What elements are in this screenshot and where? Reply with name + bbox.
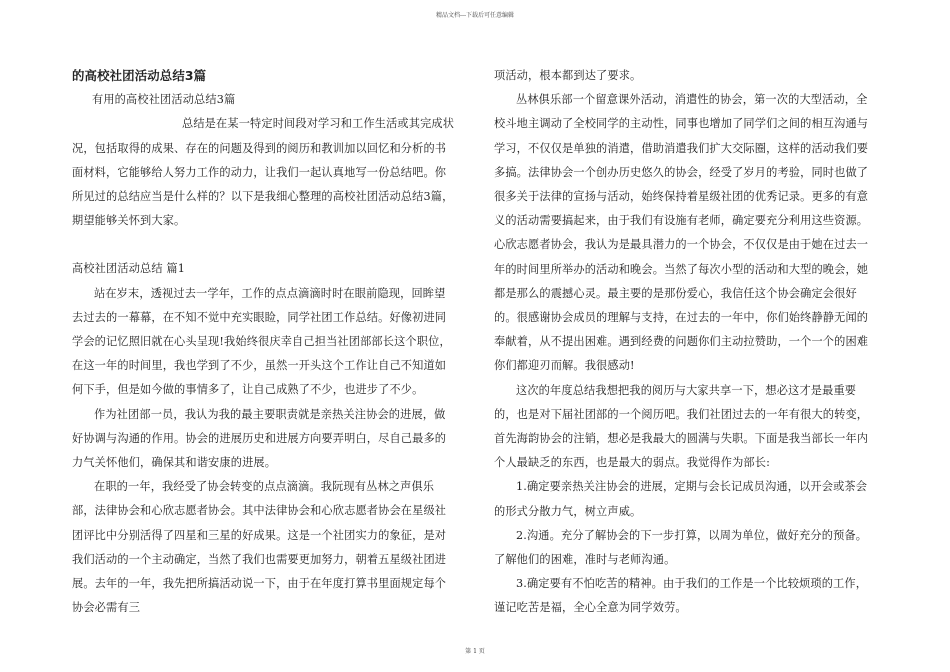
paragraph: 作为社团部一员，我认为我的最主要职责就是亲热关注协会的进展，做好协调与沟通的作用。协会的进展历史和进展方向要弄明白，尽自己最多的力气关怀他们，确保其和谐安康的进展。 <box>72 407 447 470</box>
subtitle: 有用的高校社团活动总结3篇 <box>92 93 236 107</box>
paragraph: 项活动，根本都到达了要求。 <box>494 69 642 82</box>
paragraph: 丛林俱乐部一个留意课外活动，消遣性的协会，第一次的大型活动，全校斗地主调动了全校同学的主动性，同事也增加了同学们之间的相互沟通与学习，不仅仅是单独的消遣，借助消遣我们扩大交际圈，这样的活动我们要多搞。法律协会一个创办历史悠久的协会，经受了岁月的考验，同时也做了很多关于法律的宣扬与活动，始终保持着星级社团的优秀记录。更多的有意义的活动需要搞起来，由于我们有设施有老师，确定要充分利用这些资源。心欣志愿者协会，我认为是最具潜力的一个协会，不仅仅是由于她在过去一年的时间里所举办的活动和晚会。当然了每次小型的活动和大型的晚会，她都是那么的震撼心灵。最主要的是那份爱心，我信任这个协会确定会很好的。很感谢协会成员的理解与支持，在过去的一年中，你们始终静静无闻的奉献着，从不提出困难。遇到经费的问题你们主动拉赞助，一个一个的困难你们都迎刃而解。我很感动! <box>494 93 869 373</box>
list-item: 2.沟通。充分了解协会的下一步打算，以周为单位，做好充分的预备。了解他们的困难，准时与老师沟通。 <box>494 528 868 567</box>
paragraph: 站在岁末，透视过去一学年，工作的点点滴滴时时在眼前隐现，回眸望去过去的一幕幕，在不知不觉中充实眼睑，同学社团工作总结。好像初进同学会的记忆照旧就在心头呈现!我始终很庆幸自己担当社团部部长这个职位，在这一年的时间里，我也学到了不少，虽然一开头这个工作让自己不知道如何下手，但是如今做的事情多了，让自己成熟了不少，也进步了不少。 <box>72 286 451 397</box>
list-item: 1.确定要亲热关注协会的进展，定期与会长记成员沟通，以开会或茶会的形式分散力气，树立声威。 <box>494 480 868 518</box>
paragraph: 在职的一年，我经受了协会转变的点点滴滴。我阮现有丛林之声俱乐部，法律协会和心欣志愿者协会。其中法律协会和心欣志愿者协会在星级社团评比中分别活得了四星和三星的好成果。这是一个社团实力的象征，是对我们活动的一个主动确定，当然了我们也需要更加努力，朝着五星级社团进展。去年的一年，我先把所搞活动说一下，由于在年度打算书里面规定每个协会必需有三 <box>72 480 447 615</box>
page-number: 第 1 页 <box>465 648 485 655</box>
list-item: 3.确定要有不怕吃苦的精神。由于我们的工作是一个比较烦琐的工作，谨记吃苦是福，全心全意为同学效劳。 <box>494 577 868 615</box>
spacer <box>72 233 456 257</box>
right-column <box>494 64 878 621</box>
page-header: 精品文档---下载后可任意编辑 <box>435 12 515 19</box>
intro-paragraph: 总结是在某一特定时间段对学习和工作生活或其完成状况，包括取得的成果、存在的问题及得到的阅历和教训加以回忆和分析的书面材料，它能够给人努力工作的动力，让我们一起认真地写一份总结吧。你所见过的总结应当是什么样的？以下是我细心整理的高校社团活动总结3篇，期望能够关怀到大家。 <box>72 117 455 228</box>
left-column <box>72 64 456 620</box>
document-title: 的高校社团活动总结3篇 <box>72 68 207 83</box>
paragraph: 这次的年度总结我想把我的阅历与大家共享一下，想必这才是最重要的，也是对下届社团部的一个阅历吧。我们社团过去的一年有很大的转变，首先海韵协会的注销，想必是我最大的圆满与失职。下面是我当部长一年内个人最缺乏的东西，也是最大的弱点。我觉得作为部长: <box>494 383 869 470</box>
section-heading: 高校社团活动总结 篇1 <box>72 262 186 276</box>
